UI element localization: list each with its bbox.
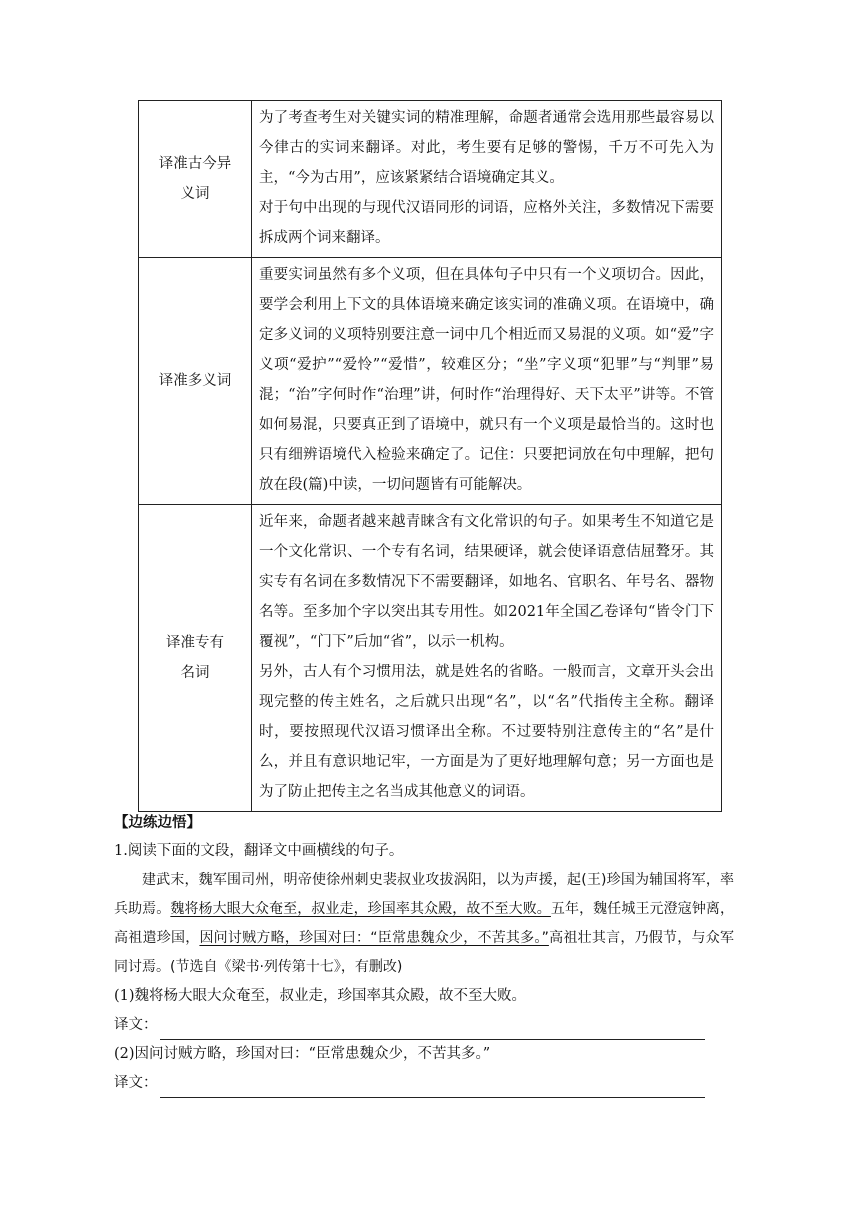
row-label-line: 名词 xyxy=(180,665,210,681)
practice-section xyxy=(114,808,734,1098)
classical-passage xyxy=(114,866,734,982)
underlined-sentence: 魏将杨大眼大众奄至，叔业走，珍国率其众殿，故不至大败。 xyxy=(170,901,551,917)
passage-text: 高祖壮其言，乃假节，与众军同讨焉。(节选自《梁书·列传第十七》，有删改) xyxy=(114,930,735,975)
row-content xyxy=(252,258,722,505)
row-paragraph: 近年来，命题者越来越青睐含有文化常识的句子。如果考生不知道它是一个文化常识、一个专有名词，结果硬译，就会使译语意佶屈聱牙。其实专有名词在多数情况下不需要翻译，如地名、官职名、年号名、器物名等。至多加个字以突出其专用性。如2021年全国乙卷译句“皆令门下覆视”，“门下”后加“省”，以示一机构。 xyxy=(259,514,714,650)
row-label-line: 译准多义词 xyxy=(158,373,232,389)
table-row xyxy=(139,101,722,258)
translation-methods-table xyxy=(138,100,722,812)
row-label xyxy=(139,505,252,812)
passage-text: 建武末，魏军围司州，明帝使徐州刺史裴叔业攻拔涡阳，以为声援，起(王)珍国为辅国将军，率兵助焉。 xyxy=(114,872,734,917)
row-label-line: 译准古今异 xyxy=(158,156,232,172)
row-label xyxy=(139,101,252,258)
passage-text: 五年，魏任城王元澄寇钟离，高祖遣珍国， xyxy=(114,901,735,946)
item-sentence: (1)魏将杨大眼大众奄至，叔业走，珍国率其众殿，故不至大败。 xyxy=(114,988,527,1004)
practice-heading: 【边练边悟】 xyxy=(114,814,201,831)
answer-row xyxy=(114,1069,734,1098)
row-paragraph: 对于句中出现的与现代汉语同形的词语，应格外关注，多数情况下需要拆成两个词来翻译。 xyxy=(259,200,714,246)
row-paragraph: 为了考查考生对关键实词的精准理解，命题者通常会选用那些最容易以今律古的实词来翻译。对此，考生要有足够的警惕，千万不可先入为主，“今为古用”，应该紧紧结合语境确定其义。 xyxy=(259,110,714,186)
item-sentence: (2)因问讨贼方略，珍国对曰：“臣常患魏众少，不苦其多。” xyxy=(114,1046,491,1062)
answer-label: 译文： xyxy=(114,1075,158,1091)
row-label-line: 义词 xyxy=(180,186,210,202)
underlined-sentence: 因问讨贼方略，珍国对曰：“臣常患魏众少，不苦其多。” xyxy=(199,930,549,946)
answer-row xyxy=(114,1011,734,1040)
table-row xyxy=(139,505,722,812)
table-row xyxy=(139,258,722,505)
answer-label: 译文： xyxy=(114,1017,158,1033)
row-paragraph: 另外，古人有个习惯用法，就是姓名的省略。一般而言，文章开头会出现完整的传主姓名，之后就只出现“名”，以“名”代指传主全称。翻译时，要按照现代汉语习惯译出全称。不过要特别注意传主的“名”是什么，并且有意识地记牢，一方面是为了更好地理解句意；另一方面也是为了防止把传主之名当成其他意义的词语。 xyxy=(259,664,714,800)
row-paragraph: 重要实词虽然有多个义项，但在具体句子中只有一个义项切合。因此，要学会利用上下文的具体语境来确定该实词的准确义项。在语境中，确定多义词的义项特别要注意一词中几个相近而又易混的义项。如“爱”字义项“爱护”“爱怜”“爱惜”，较难区分；“坐”字义项“犯罪”与“判罪”易混；“治”字何时作“治理”讲，何时作“治理得好、天下太平”讲等。不管如何易混，只要真正到了语境中，就只有一个义项是最恰当的。这时也只有细辨语境代入检验来确定了。记住：只要把词放在句中理解，把句放在段(篇)中读，一切问题皆有可能解决。 xyxy=(259,267,714,493)
row-content xyxy=(252,101,722,258)
row-label xyxy=(139,258,252,505)
answer-blank[interactable] xyxy=(160,1019,705,1040)
row-content xyxy=(252,505,722,812)
answer-blank[interactable] xyxy=(160,1077,705,1098)
question-prompt: 1.阅读下面的文段，翻译文中画横线的句子。 xyxy=(114,843,404,859)
row-label-line: 译准专有 xyxy=(166,635,224,651)
